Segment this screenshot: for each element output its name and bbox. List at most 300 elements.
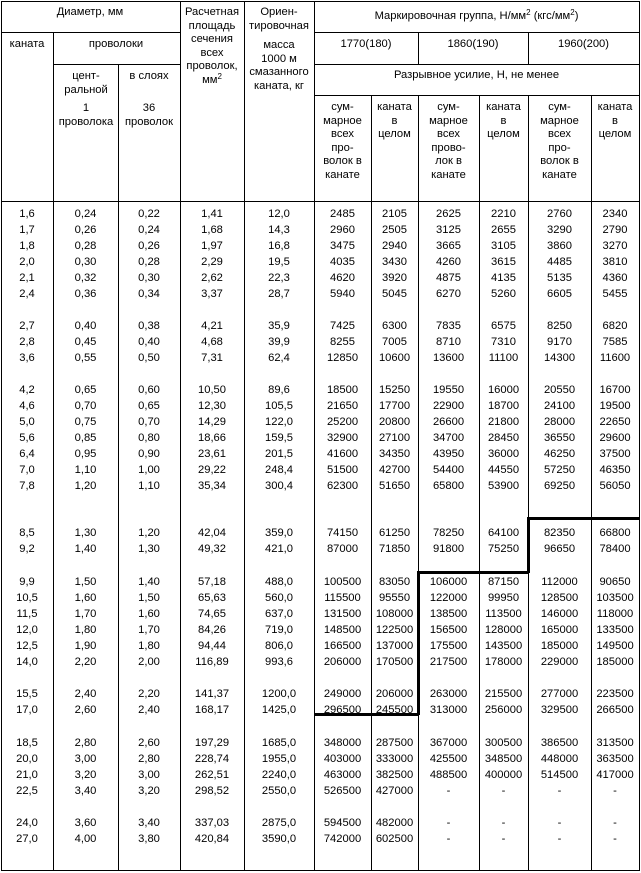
table-cell-area: 35,34 [198,480,226,492]
table-cell-central-wire: 0,65 [74,384,97,396]
table-cell-sum-1770: 148500 [323,624,362,636]
header-grade-close: ) [574,10,579,22]
table-cell-rope-diameter: 3,6 [19,352,35,364]
header-one-wire-line2: проволока [58,115,114,128]
header-sum-1-line6: канате [325,168,360,181]
table-cell-whole-1860: 87150 [487,576,520,588]
table-cell-rope-diameter: 4,6 [19,400,35,412]
header-whole-2-line1: каната [486,101,521,113]
table-cell-mass: 2875,0 [261,817,297,829]
table-cell-central-wire: 2,80 [74,737,97,749]
header-sum-3-line3: всех [548,128,571,140]
table-cell-layer-wire: 0,60 [138,384,160,396]
header-sum-3-line4: про- [548,141,571,154]
table-cell-whole-1860: 400000 [484,769,523,781]
table-cell-whole-1770: 7005 [382,336,407,348]
table-cell-mass: 488,0 [265,576,293,588]
table-cell-sum-1860: 26600 [432,416,465,428]
table-cell-mass: 122,0 [265,416,293,428]
header-whole-1-line1: каната [377,101,412,113]
table-cell-central-wire: 2,20 [74,656,97,668]
table-cell-central-wire: 2,40 [74,688,97,700]
header-sum-1-line5: волок в [323,155,362,167]
table-cell-rope-diameter: 10,5 [16,592,38,604]
table-cell-whole-1860: - [501,817,506,829]
table-cell-layer-wire: 0,26 [138,240,160,252]
table-cell-whole-1770: 382500 [375,769,414,781]
table-cell-rope-diameter: 21,0 [16,769,38,781]
table-cell-area: 74,65 [198,608,226,620]
table-cell-sum-1860: 43950 [432,448,465,460]
table-cell-sum-1770: 12850 [326,352,359,364]
table-cell-central-wire: 3,60 [74,817,97,829]
table-cell-central-wire: 1,60 [74,592,97,604]
table-cell-sum-1860: 13600 [432,352,465,364]
grade-limit-rule [528,517,639,520]
table-cell-area: 1,68 [201,224,223,236]
table-cell-sum-1960: 3290 [547,224,572,236]
table-cell-whole-1860: 113500 [485,608,522,620]
table-cell-sum-1860: 367000 [429,737,468,749]
table-cell-whole-1770: 20800 [378,416,411,428]
table-cell-mass: 16,8 [268,240,290,252]
table-cell-rope-diameter: 12,5 [16,640,38,652]
table-cell-mass: 359,0 [265,527,293,539]
table-cell-whole-1960: 22650 [599,416,631,428]
table-cell-rope-diameter: 11,5 [16,608,38,620]
table-cell-whole-1860: 256000 [484,704,523,716]
table-cell-sum-1960: - [557,833,562,845]
header-whole-3-line2: в [612,114,618,127]
table-cell-whole-1960: 6820 [602,320,628,332]
table-cell-area: 4,68 [201,336,223,348]
table-cell-whole-1860: 53900 [487,480,520,492]
header-sum-3-line5: волок в [540,155,579,167]
table-cell-sum-1770: 74150 [326,527,359,539]
table-cell-area: 197,29 [194,737,230,749]
table-cell-sum-1860: 4260 [436,256,461,268]
table-cell-whole-1770: 2105 [382,208,407,220]
table-cell-rope-diameter: 2,1 [19,272,35,284]
header-whole-1-line2: в [391,114,398,127]
table-cell-central-wire: 1,10 [74,464,97,476]
table-cell-sum-1860: 263000 [429,688,468,700]
table-cell-sum-1860: - [446,785,451,797]
table-cell-area: 2,29 [201,256,223,268]
table-cell-mass: 637,0 [265,608,293,620]
table-cell-whole-1770: 83050 [378,576,411,588]
table-border-top [1,1,640,2]
table-cell-area: 12,30 [198,400,226,412]
header-area-sup: 2 [217,71,222,81]
table-cell-whole-1770: 95550 [378,592,411,604]
table-cell-layer-wire: 1,10 [138,480,160,492]
table-cell-area: 1,41 [201,208,223,220]
table-cell-layer-wire: 0,65 [138,400,160,412]
table-cell-mass: 2240,0 [261,769,297,781]
header-sum-3-line1: сум- [548,101,571,113]
header-central-line2: ральной [64,83,108,96]
table-cell-area: 228,74 [194,753,230,765]
table-cell-whole-1770: 137000 [375,640,414,652]
table-cell-sum-1960: 24100 [543,400,576,412]
table-cell-sum-1860: 7835 [436,320,461,332]
table-cell-layer-wire: 0,40 [138,336,160,348]
table-cell-whole-1860: 2210 [491,208,516,220]
table-cell-rope-diameter: 17,0 [16,704,38,716]
header-rule [53,64,180,65]
table-cell-layer-wire: 1,00 [138,464,160,476]
table-cell-whole-1960: 56050 [599,480,631,492]
table-cell-area: 84,26 [198,624,226,636]
table-cell-sum-1770: 348000 [323,737,362,749]
table-cell-layer-wire: 1,40 [138,576,160,588]
table-cell-area: 298,52 [194,785,230,797]
table-cell-whole-1770: 287500 [375,737,414,749]
table-cell-central-wire: 1,80 [74,624,97,636]
table-cell-whole-1770: 15250 [378,384,411,396]
table-cell-sum-1770: 7425 [330,320,355,332]
table-cell-central-wire: 1,70 [74,608,97,620]
table-cell-whole-1860: 4135 [491,272,516,284]
table-cell-sum-1770: 87000 [326,543,359,555]
table-cell-whole-1860: 178000 [484,656,523,668]
table-cell-rope-diameter: 6,4 [19,448,35,460]
table-cell-area: 2,62 [201,272,223,284]
table-cell-area: 168,17 [194,704,230,716]
table-cell-whole-1960: 4360 [602,272,628,284]
table-cell-sum-1860: 138500 [429,608,468,620]
header-mass-line4: 1000 м [261,52,297,65]
table-cell-layer-wire: 0,28 [138,256,160,268]
table-cell-whole-1770: 2940 [382,240,407,252]
table-cell-rope-diameter: 9,2 [19,543,35,555]
header-sum-2-line3: всех [437,128,460,140]
table-cell-whole-1770: 2505 [382,224,407,236]
table-cell-sum-1770: 403000 [323,753,362,765]
header-whole-1 [371,101,418,142]
table-cell-sum-1960: 36550 [543,432,576,444]
table-cell-sum-1860: 6270 [436,288,461,300]
header-grade-sup: 2 [526,8,531,17]
header-sum-1-line2: марное [323,114,362,127]
table-cell-whole-1770: 482000 [375,817,414,829]
table-cell-whole-1770: 61250 [378,527,411,539]
table-cell-sum-1770: 41600 [326,448,359,460]
table-cell-layer-wire: 0,80 [138,432,160,444]
header-whole-2-line3: целом [487,128,520,140]
table-cell-whole-1860: - [501,833,506,845]
table-cell-sum-1960: 8250 [547,320,572,332]
table-cell-area: 65,63 [198,592,226,604]
table-cell-sum-1770: 25200 [326,416,359,428]
table-cell-layer-wire: 0,50 [138,352,160,364]
table-cell-sum-1770: 4620 [330,272,355,284]
header-one-wire-line1: 1 [82,102,90,114]
table-cell-layer-wire: 3,40 [138,817,160,829]
table-cell-sum-1960: 6605 [547,288,572,300]
table-cell-layer-wire: 2,60 [138,737,160,749]
table-cell-layer-wire: 2,20 [138,688,160,700]
table-cell-sum-1960: 96650 [543,543,576,555]
table-cell-whole-1860: 300500 [484,737,523,749]
table-cell-whole-1960: 3810 [602,256,628,268]
table-cell-rope-diameter: 2,8 [19,336,35,348]
table-cell-sum-1770: 8255 [330,336,355,348]
table-cell-sum-1960: 112000 [541,576,578,588]
table-cell-whole-1960: 7585 [602,336,628,348]
header-sum-2-line5: лок в [435,155,462,167]
header-area-line2: площадь [188,19,236,32]
table-cell-rope-diameter: 9,9 [19,576,35,588]
table-cell-sum-1770: 3475 [330,240,355,252]
table-cell-sum-1860: 313000 [429,704,468,716]
table-cell-central-wire: 0,45 [74,336,97,348]
table-cell-mass: 719,0 [265,624,293,636]
table-cell-mass: 993,6 [265,656,293,668]
table-cell-rope-diameter: 22,5 [16,785,38,797]
header-grade-1770: 1770(180) [340,38,392,50]
table-cell-whole-1960: 223500 [596,688,634,700]
table-cell-sum-1860: 175500 [429,640,468,652]
table-cell-sum-1770: 115500 [324,592,361,604]
header-in-layers: в слоях [129,70,169,82]
table-cell-rope-diameter: 15,5 [16,688,38,700]
table-cell-sum-1860: 22900 [432,400,465,412]
table-cell-rope-diameter: 1,6 [19,208,35,220]
table-cell-sum-1860: 8710 [436,336,461,348]
table-cell-whole-1860: 28450 [487,432,520,444]
table-cell-mass: 89,6 [268,384,290,396]
table-cell-whole-1770: 3920 [382,272,407,284]
table-cell-sum-1860: 425500 [429,753,468,765]
table-cell-sum-1770: 5940 [330,288,355,300]
table-cell-whole-1960: 37500 [599,448,631,460]
table-cell-layer-wire: 1,60 [138,608,160,620]
table-cell-whole-1960: - [613,817,617,829]
header-mass-line2: тировочная [249,19,309,32]
header-whole-3 [591,101,639,142]
table-cell-area: 18,66 [198,432,226,444]
table-cell-central-wire: 3,20 [74,769,97,781]
table-cell-whole-1860: 16000 [487,384,520,396]
table-cell-central-wire: 0,55 [74,352,97,364]
table-cell-mass: 28,7 [268,288,290,300]
table-cell-central-wire: 0,28 [74,240,97,252]
table-cell-whole-1960: 2340 [602,208,628,220]
table-cell-whole-1770: 108000 [375,608,414,620]
table-border-bottom [1,870,640,871]
table-cell-mass: 421,0 [265,543,293,555]
table-cell-layer-wire: 2,40 [138,704,160,716]
table-cell-sum-1860: 4875 [436,272,461,284]
header-area-line4: всех [200,46,224,59]
header-area-line3: сечения [191,33,233,45]
table-cell-sum-1770: 131500 [323,608,362,620]
table-cell-rope-diameter: 7,0 [19,464,35,476]
grade-limit-rule [418,571,529,574]
header-whole-3-line1: каната [597,101,633,113]
table-cell-whole-1960: 46350 [599,464,631,476]
table-cell-sum-1860: 122000 [429,592,468,604]
table-cell-whole-1770: 34350 [378,448,411,460]
table-cell-rope-diameter: 27,0 [16,833,38,845]
header-sum-3 [528,101,591,182]
table-cell-sum-1770: 2485 [330,208,355,220]
table-cell-whole-1770: 71850 [378,543,411,555]
table-cell-sum-1960: 329500 [540,704,579,716]
table-cell-whole-1960: 11600 [599,352,631,364]
header-mass-line6: каната, кг [254,79,304,92]
table-cell-mass: 1685,0 [261,737,297,749]
table-cell-mass: 14,3 [268,224,290,236]
table-cell-whole-1770: 3430 [382,256,407,268]
table-cell-whole-1960: 29600 [599,432,631,444]
table-cell-whole-1770: 122500 [375,624,414,636]
table-cell-mass: 1955,0 [261,753,297,765]
table-cell-mass: 201,5 [265,448,293,460]
table-cell-sum-1860: 54400 [432,464,465,476]
table-cell-area: 3,37 [201,288,223,300]
table-cell-whole-1960: 16700 [599,384,631,396]
table-cell-whole-1960: 103500 [596,592,634,604]
table-cell-sum-1770: 100500 [323,576,362,588]
header-diameter: Диаметр, мм [56,6,124,18]
table-cell-sum-1960: 146000 [540,608,579,620]
table-cell-rope-diameter: 1,7 [19,224,35,236]
table-cell-sum-1770: 249000 [323,688,362,700]
table-cell-mass: 300,4 [265,480,293,492]
table-cell-sum-1770: 21650 [326,400,359,412]
table-cell-sum-1860: 78250 [432,527,465,539]
table-cell-whole-1960: 90650 [599,576,631,588]
header-area-line5: проволок, [186,60,238,72]
header-sum-2-line6: канате [431,168,466,181]
table-cell-sum-1860: 106000 [429,576,468,588]
table-cell-sum-1960: 28000 [543,416,576,428]
table-cell-sum-1860: 3125 [436,224,461,236]
table-cell-layer-wire: 0,24 [138,224,160,236]
table-cell-sum-1770: 18500 [326,384,359,396]
table-cell-layer-wire: 2,80 [138,753,160,765]
table-cell-sum-1770: 206000 [323,656,362,668]
table-cell-layer-wire: 0,70 [138,416,160,428]
table-cell-sum-1770: 296500 [323,704,362,716]
table-cell-sum-1770: 2960 [330,224,355,236]
table-cell-area: 420,84 [194,833,230,845]
table-cell-central-wire: 3,00 [74,753,97,765]
header-sum-1 [314,101,371,182]
table-cell-whole-1960: 149500 [596,640,634,652]
table-cell-whole-1770: 42700 [378,464,411,476]
header-whole-2-line2: в [500,114,507,127]
header-whole-1-line3: целом [378,128,411,140]
table-cell-layer-wire: 1,70 [138,624,160,636]
table-cell-whole-1960: 266500 [596,704,634,716]
table-cell-sum-1770: 51500 [326,464,359,476]
table-cell-whole-1860: 36000 [487,448,520,460]
table-cell-layer-wire: 1,80 [138,640,160,652]
table-cell-area: 116,89 [195,656,229,668]
table-cell-rope-diameter: 7,8 [19,480,35,492]
table-cell-whole-1770: 17700 [378,400,411,412]
table-cell-sum-1960: 229000 [540,656,579,668]
table-cell-rope-diameter: 24,0 [16,817,38,829]
table-cell-sum-1960: 82350 [543,527,576,539]
table-cell-sum-1960: 128500 [540,592,579,604]
table-cell-area: 1,97 [201,240,223,252]
table-cell-whole-1860: 44550 [487,464,520,476]
table-cell-central-wire: 0,26 [74,224,97,236]
table-cell-area: 7,31 [201,352,223,364]
header-area-line1: Расчетная [184,6,240,18]
header-sum-3-line2: марное [540,114,579,127]
header-rule [1,32,180,33]
header-sum-2-line4: прово- [431,141,466,154]
table-cell-rope-diameter: 18,5 [16,737,38,749]
table-cell-rope-diameter: 14,0 [16,656,38,668]
table-cell-rope-diameter: 2,7 [19,320,35,332]
header-mass-line1: Ориен- [260,6,298,18]
table-cell-whole-1960: 5455 [602,288,628,300]
table-cell-mass: 1425,0 [261,704,297,716]
table-cell-area: 42,04 [198,527,226,539]
table-cell-layer-wire: 1,20 [138,527,160,539]
header-grade [314,10,639,24]
header-body-rule [1,201,640,202]
table-cell-whole-1960: 417000 [596,769,634,781]
table-cell-whole-1960: 66800 [599,527,631,539]
table-cell-sum-1770: 32900 [326,432,359,444]
table-cell-sum-1860: 34700 [432,432,465,444]
table-cell-central-wire: 0,40 [74,320,97,332]
header-sum-2 [418,101,479,182]
table-cell-whole-1770: 427000 [375,785,414,797]
table-cell-whole-1960: 133500 [596,624,634,636]
table-cell-central-wire: 0,85 [74,432,97,444]
header-mass-line3: масса [263,39,295,51]
table-cell-central-wire: 0,36 [74,288,97,300]
table-cell-sum-1960: 277000 [540,688,579,700]
table-cell-whole-1770: 51650 [378,480,411,492]
table-cell-rope-diameter: 5,6 [19,432,35,444]
table-cell-sum-1860: - [446,817,451,829]
table-cell-sum-1960: 386500 [540,737,579,749]
table-cell-whole-1960: 2790 [602,224,628,236]
table-cell-central-wire: 2,60 [74,704,97,716]
table-cell-sum-1960: 514500 [540,769,579,781]
table-cell-area: 10,50 [198,384,226,396]
table-cell-central-wire: 1,90 [74,640,97,652]
table-cell-whole-1960: 185000 [596,656,634,668]
header-central-line1: цент- [72,70,100,82]
header-36-wires-line2: проволок [124,115,174,128]
table-cell-layer-wire: 0,30 [138,272,160,284]
table-cell-sum-1770: 62300 [326,480,359,492]
table-cell-sum-1960: 14300 [543,352,576,364]
table-cell-whole-1860: 2655 [491,224,516,236]
table-cell-central-wire: 0,30 [74,256,97,268]
header-mass-line5: смазанного [249,66,309,78]
table-cell-whole-1860: 215500 [484,688,523,700]
table-cell-sum-1860: 2625 [436,208,461,220]
table-cell-sum-1960: 4485 [547,256,572,268]
header-grade-sup2: 2 [570,8,575,17]
header-sum-1-line4: про- [331,141,354,154]
table-cell-layer-wire: 3,00 [138,769,160,781]
header-central [54,70,118,97]
table-cell-area: 4,21 [201,320,223,332]
